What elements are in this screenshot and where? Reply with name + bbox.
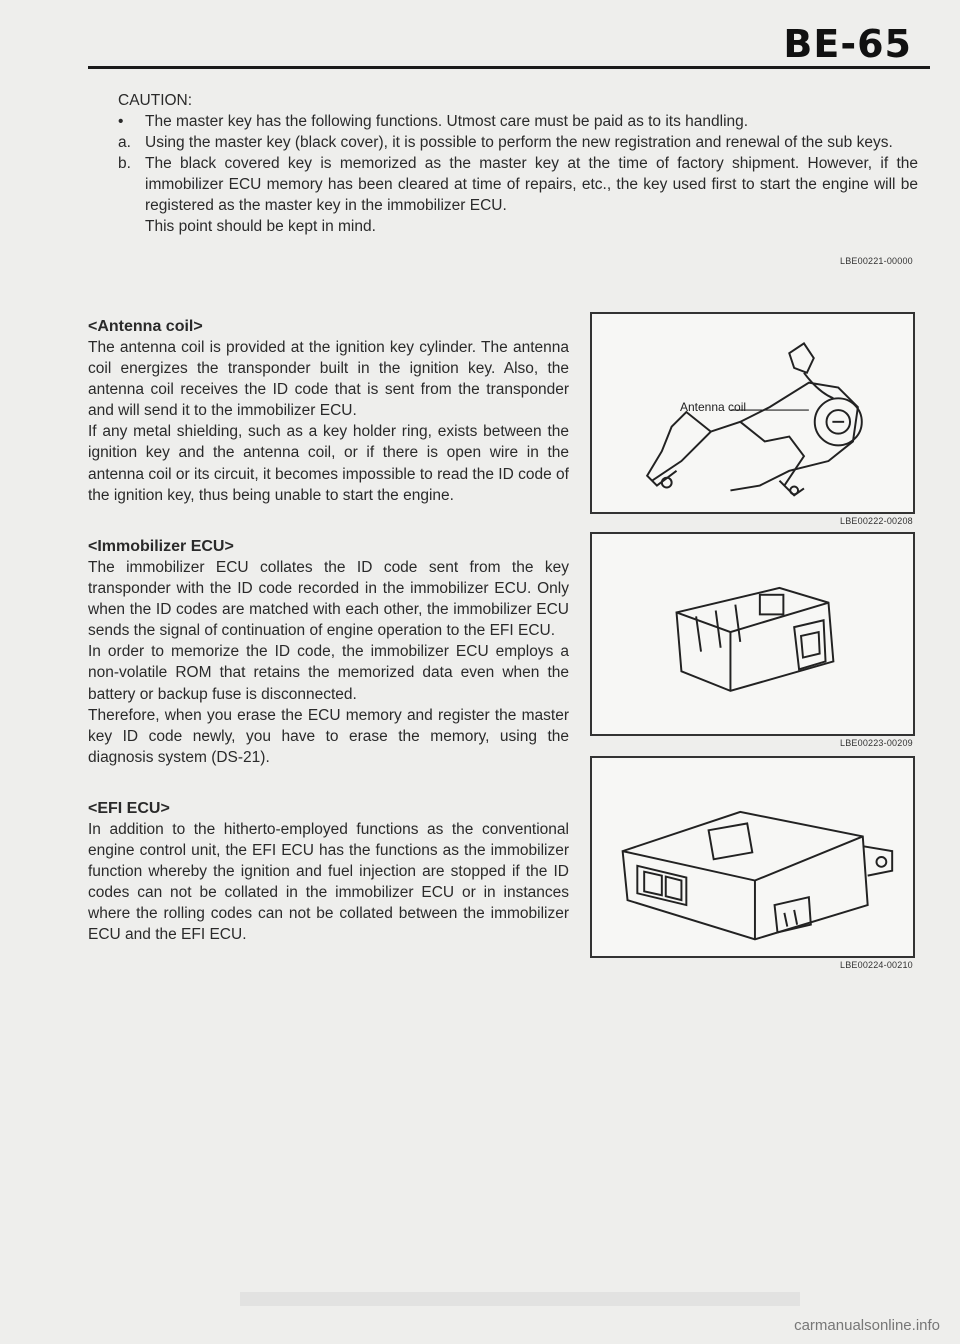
immobilizer-paragraph-1: The immobilizer ECU collates the ID code sent from the key transponder with the ID code recorded in the immobilizer ECU. Only when the ID codes are matched with each other, the immobilizer ECU sends the signal of continuation of engine operation to the EFI ECU.	[88, 559, 569, 640]
caution-ref-code: LBE00221-00000	[840, 256, 913, 266]
bullet-marker: •	[118, 113, 124, 130]
antenna-paragraph-1: The antenna coil is provided at the ignition key cylinder. The antenna coil energizes the transponder built in the ignition key. Also, the antenna coil receives the ID code that is sent from the transponder and will send it to the immobilizer ECU.	[88, 339, 569, 420]
efi-paragraph-1: In addition to the hitherto-employed functions as the conventional engine control unit, the EFI ECU has the functions as the immobilizer function whereby the ignition and fuel injection are stopped if the ID codes can not be collated in the immobilizer ECU or in instances where the rolling codes can not be collated between the immobilizer ECU and the EFI ECU.	[88, 821, 569, 944]
caution-title: CAUTION:	[118, 92, 193, 109]
antenna-section	[88, 316, 569, 506]
item-b-text: The black covered key is memorized as the master key at the time of factory shipment. However, if the immobilizer ECU memory has been cleared at time of repairs, etc., the key used first to start the engine will be registered as the master key in the immobilizer ECU.	[145, 155, 918, 214]
caution-item-a	[118, 132, 918, 153]
header-rule	[88, 66, 930, 69]
item-b-marker: b.	[118, 155, 131, 172]
antenna-coil-callout: Antenna coil	[680, 400, 747, 414]
caution-note: This point should be kept in mind.	[145, 218, 376, 235]
ignition-key-cylinder-drawing	[592, 314, 913, 512]
antenna-figure-code: LBE00222-00208	[840, 516, 913, 526]
caution-item-b	[118, 153, 918, 216]
caution-bullet-text: The master key has the following functions. Utmost care must be paid as to its handling.	[145, 113, 749, 130]
efi-heading: <EFI ECU>	[88, 800, 170, 817]
efi-ecu-drawing	[592, 758, 913, 956]
caution-bullet-item	[118, 111, 918, 132]
caution-block	[118, 90, 918, 237]
item-a-text: Using the master key (black cover), it is possible to perform the new registration and renewal of the sub keys.	[145, 134, 893, 151]
efi-figure-code: LBE00224-00210	[840, 960, 913, 970]
immobilizer-paragraph-2: In order to memorize the ID code, the immobilizer ECU employs a non-volatile ROM that retains the memorized data even when the battery or backup fuse is disconnected.	[88, 643, 569, 703]
efi-section	[88, 798, 569, 946]
immobilizer-ecu-figure	[590, 532, 915, 736]
efi-ecu-figure	[590, 756, 915, 958]
page-number: BE-65	[783, 22, 912, 66]
immobilizer-paragraph-3: Therefore, when you erase the ECU memory and register the master key ID code newly, you have to erase the memory, using the diagnosis system (DS-21).	[88, 706, 569, 766]
item-a-marker: a.	[118, 134, 131, 151]
watermark: carmanualsonline.info	[794, 1317, 940, 1334]
immobilizer-section	[88, 536, 569, 768]
antenna-coil-figure	[590, 312, 915, 514]
footer-band	[240, 1292, 800, 1306]
immobilizer-ecu-drawing	[592, 534, 913, 734]
antenna-heading: <Antenna coil>	[88, 318, 203, 335]
immobilizer-heading: <Immobilizer ECU>	[88, 538, 234, 555]
antenna-paragraph-2: If any metal shielding, such as a key holder ring, exists between the ignition key and the antenna coil, or if there is open wire in the antenna coil or its circuit, it becomes impossible to read the ID code of the ignition key, thus being unable to start the engine.	[88, 423, 569, 504]
immobilizer-figure-code: LBE00223-00209	[840, 738, 913, 748]
